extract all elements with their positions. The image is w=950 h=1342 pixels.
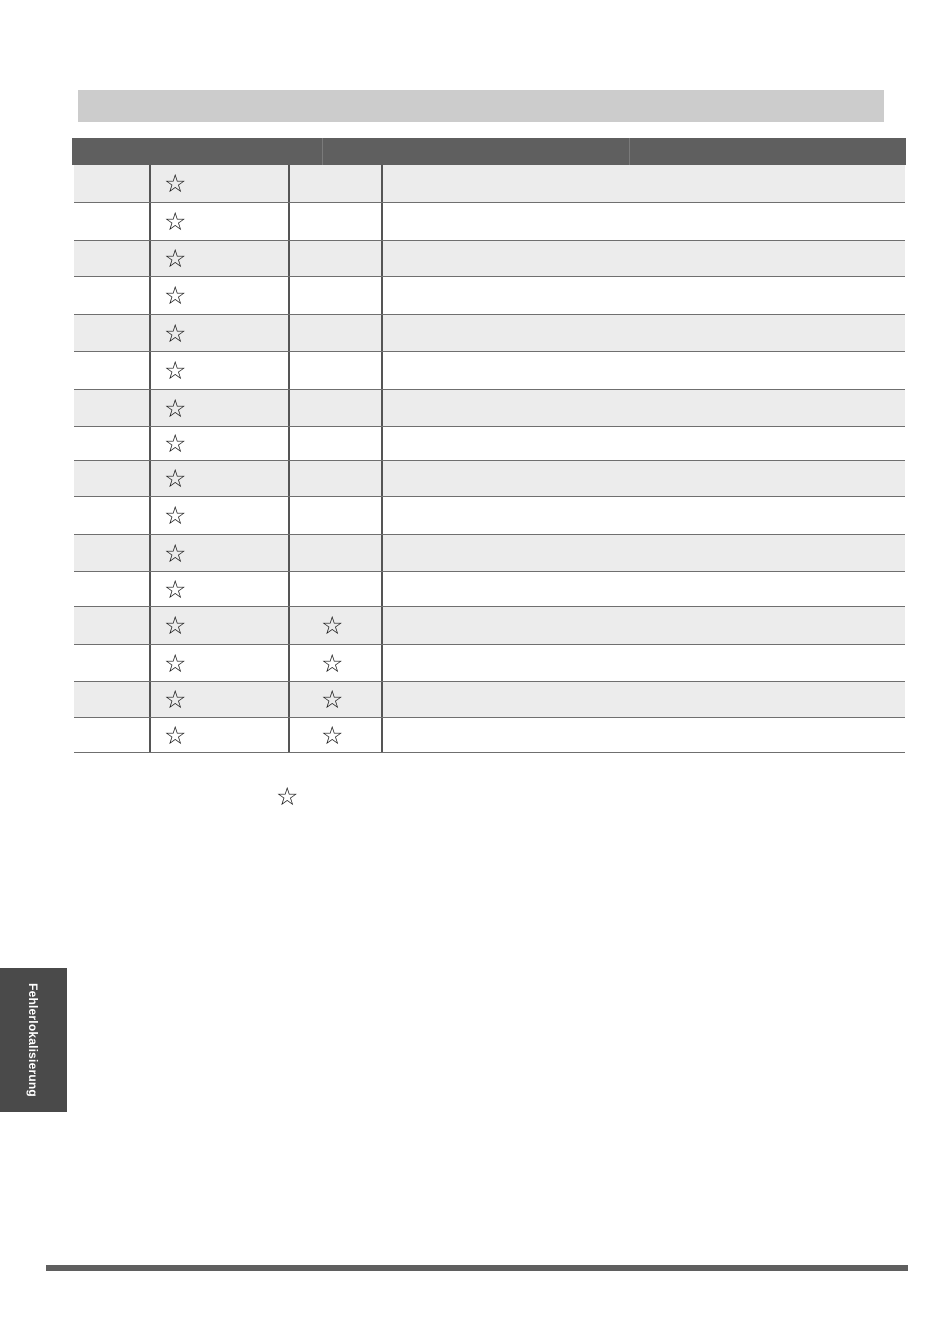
column-divider (288, 535, 290, 571)
star-icon: ☆ (164, 685, 187, 714)
column-divider (381, 607, 383, 644)
table-row (74, 165, 905, 203)
star-icon: ☆ (321, 648, 344, 678)
column-divider (381, 645, 383, 681)
column-divider (381, 535, 383, 571)
column-divider (149, 427, 151, 460)
section-title-bar (78, 90, 884, 122)
star-icon: ☆ (164, 611, 187, 640)
star-icon: ☆ (164, 648, 187, 678)
star-icon: ☆ (164, 281, 187, 310)
column-divider (149, 315, 151, 351)
table-row (74, 390, 905, 427)
column-divider (149, 535, 151, 571)
column-divider (288, 497, 290, 534)
column-divider (149, 165, 151, 202)
table-header-col-1 (72, 138, 322, 165)
star-icon: ☆ (164, 169, 187, 198)
table-header-col-2 (323, 138, 629, 165)
star-icon: ☆ (321, 685, 344, 714)
column-divider (288, 427, 290, 460)
column-divider (149, 203, 151, 240)
column-divider (149, 497, 151, 534)
star-icon: ☆ (321, 720, 344, 750)
column-divider (149, 352, 151, 389)
column-divider (381, 390, 383, 426)
column-divider (149, 572, 151, 606)
column-divider (288, 203, 290, 240)
column-divider (288, 645, 290, 681)
column-divider (149, 390, 151, 426)
column-divider (288, 607, 290, 644)
table-header (72, 138, 906, 165)
column-divider (381, 315, 383, 351)
side-chapter-tab[interactable] (0, 968, 67, 1112)
star-icon: ☆ (164, 574, 187, 604)
table-row (74, 607, 905, 645)
star-icon: ☆ (164, 207, 187, 236)
column-divider (381, 352, 383, 389)
column-divider (288, 682, 290, 717)
star-icon: ☆ (164, 720, 187, 750)
star-icon: ☆ (164, 318, 187, 348)
table-row (74, 572, 905, 607)
column-divider (288, 352, 290, 389)
table-row (74, 315, 905, 352)
column-divider (381, 461, 383, 496)
table-row (74, 461, 905, 497)
table-row (74, 535, 905, 572)
column-divider (149, 645, 151, 681)
column-divider (381, 497, 383, 534)
column-divider (149, 718, 151, 752)
table-row (74, 718, 905, 753)
column-divider (381, 682, 383, 717)
star-icon: ☆ (321, 611, 344, 640)
table-row (74, 427, 905, 461)
star-icon: ☆ (164, 244, 187, 273)
table-row (74, 352, 905, 390)
column-divider (381, 718, 383, 752)
table-row (74, 497, 905, 535)
table-row (74, 645, 905, 682)
column-divider (381, 203, 383, 240)
column-divider (381, 277, 383, 314)
star-icon: ☆ (164, 501, 187, 530)
star-icon: ☆ (164, 356, 187, 385)
column-divider (149, 241, 151, 276)
column-divider (288, 390, 290, 426)
side-tab-label: Fehlerlokalisierung (26, 983, 40, 1097)
column-divider (288, 277, 290, 314)
star-icon: ☆ (164, 538, 187, 568)
column-divider (288, 165, 290, 202)
column-divider (381, 165, 383, 202)
column-divider (381, 427, 383, 460)
column-divider (288, 315, 290, 351)
column-divider (149, 461, 151, 496)
table-header-col-3 (630, 138, 906, 165)
table-row (74, 241, 905, 277)
legend-star-icon: ☆ (276, 782, 299, 811)
star-icon: ☆ (164, 464, 187, 493)
star-icon: ☆ (164, 393, 187, 423)
column-divider (288, 718, 290, 752)
column-divider (288, 572, 290, 606)
column-divider (149, 607, 151, 644)
footer-rule (46, 1265, 908, 1271)
table-row (74, 682, 905, 718)
table-row (74, 277, 905, 315)
column-divider (288, 461, 290, 496)
table-row (74, 203, 905, 241)
star-icon: ☆ (164, 429, 187, 458)
column-divider (288, 241, 290, 276)
column-divider (149, 277, 151, 314)
column-divider (381, 572, 383, 606)
column-divider (381, 241, 383, 276)
column-divider (149, 682, 151, 717)
